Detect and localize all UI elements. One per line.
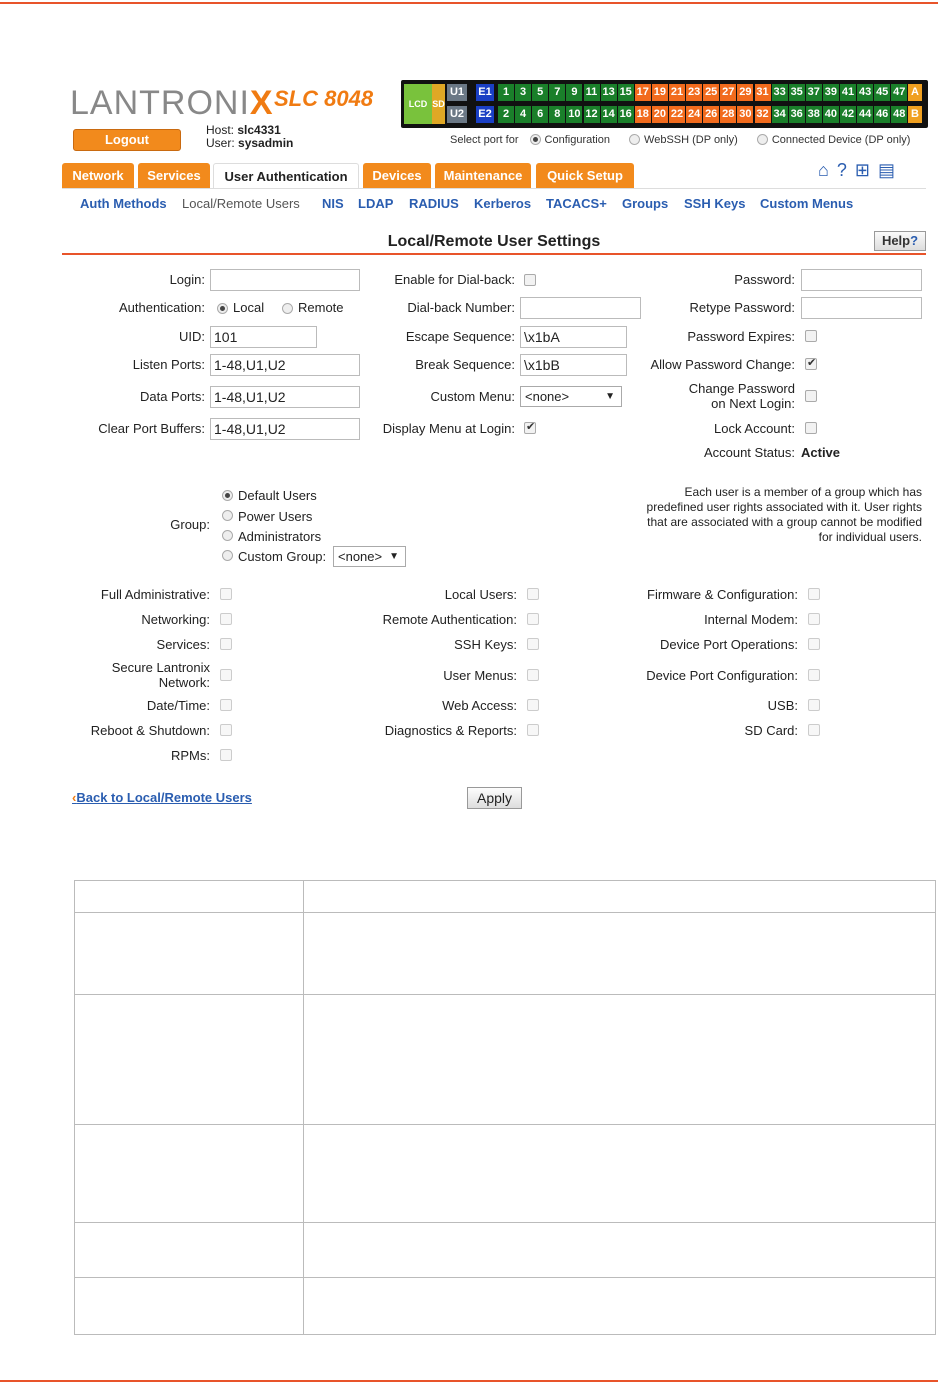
subnav-ldap[interactable]: LDAP (358, 196, 394, 211)
subnav-radius[interactable]: RADIUS (409, 196, 459, 211)
listen-ports-input[interactable]: 1-48,U1,U2 (210, 354, 360, 376)
port-b[interactable]: B (908, 106, 922, 123)
lantronix-logo: LANTRONIX (70, 84, 274, 122)
enable-dialback-label: Enable for Dial-back: (394, 272, 515, 287)
port-e1[interactable]: E1 (476, 84, 494, 101)
port-22[interactable]: 22 (669, 106, 685, 123)
port-29[interactable]: 29 (737, 84, 753, 101)
port-38[interactable]: 38 (806, 106, 822, 123)
auth-local-radio[interactable] (217, 303, 228, 314)
right-ssh-keys-checkbox[interactable] (527, 638, 539, 650)
section-title-bar (62, 229, 926, 255)
group-custom-label: Custom Group: (238, 549, 327, 564)
port-45[interactable]: 45 (874, 84, 890, 101)
right-device-port-config-checkbox[interactable] (808, 669, 820, 681)
port-13[interactable]: 13 (601, 84, 617, 101)
port-46[interactable]: 46 (874, 106, 890, 123)
listen-ports-label: Listen Ports: (132, 357, 205, 372)
port-25[interactable]: 25 (703, 84, 719, 101)
connected-device-radio[interactable] (757, 134, 768, 145)
custom-group-select[interactable]: <none> ▼ (333, 546, 406, 567)
subnav-nis[interactable]: NIS (322, 196, 344, 211)
right-services-label: Services: (156, 637, 210, 652)
port-19[interactable]: 19 (652, 84, 668, 101)
table-row (75, 1125, 936, 1223)
port-31[interactable]: 31 (755, 84, 771, 101)
tab-services[interactable]: Services (138, 163, 210, 188)
change-password-checkbox[interactable] (805, 390, 817, 402)
table-row (75, 881, 936, 913)
right-networking-label: Networking: (141, 612, 210, 627)
group-power-radio[interactable] (222, 510, 233, 521)
table-row (75, 1278, 936, 1335)
account-status-value: Active (801, 445, 841, 460)
right-internal-modem-checkbox[interactable] (808, 613, 820, 625)
right-local-users-checkbox[interactable] (527, 588, 539, 600)
page-title: Local/Remote User Settings (387, 233, 601, 250)
right-services-checkbox[interactable] (220, 638, 232, 650)
lock-account-label: Lock Account: (714, 421, 795, 436)
port-3[interactable]: 3 (515, 84, 531, 101)
webssh-radio[interactable] (629, 134, 640, 145)
enable-dialback-checkbox[interactable] (524, 274, 536, 286)
tab-devices[interactable]: Devices (363, 163, 431, 188)
right-networking-checkbox[interactable] (220, 613, 232, 625)
right-web-access-label: Web Access: (442, 698, 517, 713)
right-remote-auth-label: Remote Authentication: (382, 612, 517, 627)
port-48[interactable]: 48 (891, 106, 907, 123)
port-27[interactable]: 27 (720, 84, 736, 101)
port-8[interactable]: 8 (549, 106, 565, 123)
right-datetime-label: Date/Time: (146, 698, 210, 713)
port-14[interactable]: 14 (601, 106, 617, 123)
subnav-groups[interactable]: Groups (622, 196, 669, 211)
tab-network[interactable]: Network (62, 163, 134, 188)
right-sd-card-label: SD Card: (744, 723, 798, 738)
port-23[interactable]: 23 (686, 84, 702, 101)
port-10[interactable]: 10 (566, 106, 582, 123)
table-row (75, 913, 936, 995)
table-row (75, 995, 936, 1125)
group-default-radio[interactable] (222, 490, 233, 501)
right-reboot-checkbox[interactable] (220, 724, 232, 736)
port-16[interactable]: 16 (618, 106, 634, 123)
port-2[interactable]: 2 (498, 106, 514, 123)
right-device-port-config-label: Device Port Configuration: (646, 668, 798, 683)
right-rpms-checkbox[interactable] (220, 749, 232, 761)
right-firmware-checkbox[interactable] (808, 588, 820, 600)
home-icon[interactable]: ⌂ (818, 160, 829, 180)
group-admin-label: Administrators (238, 529, 322, 544)
subnav-kerberos[interactable]: Kerberos (474, 196, 532, 211)
group-admin-radio[interactable] (222, 530, 233, 541)
login-input[interactable] (210, 269, 360, 291)
clear-port-buffers-label: Clear Port Buffers: (98, 421, 205, 436)
right-remote-auth-checkbox[interactable] (527, 613, 539, 625)
port-30[interactable]: 30 (737, 106, 753, 123)
port-37[interactable]: 37 (806, 84, 822, 101)
data-ports-input[interactable]: 1-48,U1,U2 (210, 386, 360, 408)
port-24[interactable]: 24 (686, 106, 702, 123)
port-12[interactable]: 12 (584, 106, 600, 123)
dialback-number-input[interactable] (520, 297, 641, 319)
password-expires-checkbox[interactable] (805, 330, 817, 342)
group-power-label: Power Users (238, 509, 313, 524)
bottom-rule (0, 1380, 938, 1382)
port-1[interactable]: 1 (498, 84, 514, 101)
description-table (74, 880, 936, 1335)
port-u2[interactable]: U2 (447, 106, 467, 123)
break-sequence-input[interactable]: \x1bB (520, 354, 627, 376)
dialback-number-label: Dial-back Number: (407, 300, 515, 315)
port-35[interactable]: 35 (789, 84, 805, 101)
toolbar-icons (818, 160, 903, 181)
subnav-custom-menus[interactable]: Custom Menus (760, 196, 854, 211)
allow-password-change-label: Allow Password Change: (650, 357, 795, 372)
retype-password-label: Retype Password: (689, 300, 795, 315)
authentication-label: Authentication: (118, 300, 205, 315)
configuration-radio[interactable] (530, 134, 541, 145)
model-name: SLC 8048 (274, 86, 374, 111)
right-usb-label: USB: (767, 698, 798, 713)
port-9[interactable]: 9 (566, 84, 582, 101)
lcd-indicator: LCD (404, 84, 432, 124)
change-password-label: Change Password on Next Login: (688, 381, 795, 411)
right-sd-card-checkbox[interactable] (808, 724, 820, 736)
uid-input[interactable]: 101 (210, 326, 317, 348)
display-menu-checkbox[interactable] (524, 422, 536, 434)
subnav-tacacs[interactable]: TACACS+ (546, 196, 607, 211)
right-rpms-label: RPMs: (171, 748, 210, 763)
lock-account-checkbox[interactable] (805, 422, 817, 434)
right-internal-modem-label: Internal Modem: (704, 612, 798, 627)
password-input[interactable] (801, 269, 922, 291)
port-u1[interactable]: U1 (447, 84, 467, 101)
escape-sequence-label: Escape Sequence: (405, 329, 515, 344)
auth-local-label: Local (233, 300, 265, 315)
auth-remote-radio[interactable] (282, 303, 293, 314)
sitemap-icon[interactable]: ⊞ (854, 160, 870, 180)
group-note: Each user is a member of a group which has predefined user rights associated with it. User rights that are associated with a group cannot be modified for individual users. (646, 485, 922, 544)
log-icon[interactable]: ▤ (877, 160, 895, 180)
port-44[interactable]: 44 (857, 106, 873, 123)
port-47[interactable]: 47 (891, 84, 907, 101)
right-user-menus-checkbox[interactable] (527, 669, 539, 681)
port-4[interactable]: 4 (515, 106, 531, 123)
right-diagnostics-label: Diagnostics & Reports: (384, 723, 517, 738)
help-icon[interactable]: ? (836, 160, 847, 180)
right-firmware-label: Firmware & Configuration: (647, 587, 798, 602)
tab-maintenance[interactable]: Maintenance (435, 163, 531, 188)
logout-button[interactable]: Logout (73, 129, 181, 151)
right-datetime-checkbox[interactable] (220, 699, 232, 711)
break-sequence-label: Break Sequence: (415, 357, 515, 372)
subnav-local-remote-users[interactable]: Local/Remote Users (182, 196, 300, 211)
right-device-port-ops-label: Device Port Operations: (659, 637, 798, 652)
back-to-users-link[interactable]: ‹Back to Local/Remote Users (72, 790, 252, 805)
sd-indicator: SD (432, 84, 445, 124)
right-user-menus-label: User Menus: (443, 668, 517, 683)
custom-menu-label: Custom Menu: (430, 389, 515, 404)
help-button[interactable]: Help? (874, 231, 926, 251)
right-full-admin-checkbox[interactable] (220, 588, 232, 600)
port-6[interactable]: 6 (532, 106, 548, 123)
port-32[interactable]: 32 (755, 106, 771, 123)
port-39[interactable]: 39 (823, 84, 839, 101)
sub-navigation (62, 188, 926, 217)
apply-button[interactable]: Apply (467, 787, 522, 809)
port-43[interactable]: 43 (857, 84, 873, 101)
table-row (75, 1223, 936, 1278)
tab-user-authentication[interactable]: User Authentication (213, 163, 359, 188)
right-device-port-ops-checkbox[interactable] (808, 638, 820, 650)
port-18[interactable]: 18 (635, 106, 651, 123)
port-17[interactable]: 17 (635, 84, 651, 101)
port-28[interactable]: 28 (720, 106, 736, 123)
right-secure-lantronix-label: Secure Lantronix Network: (111, 660, 210, 690)
clear-port-buffers-input[interactable]: 1-48,U1,U2 (210, 418, 360, 440)
login-label: Login: (169, 272, 205, 287)
subnav-auth-methods[interactable]: Auth Methods (80, 196, 167, 211)
port-40[interactable]: 40 (823, 106, 839, 123)
account-status-label: Account Status: (703, 445, 795, 460)
password-label: Password: (734, 272, 795, 287)
right-secure-lantronix-checkbox[interactable] (220, 669, 232, 681)
display-menu-label: Display Menu at Login: (382, 421, 515, 436)
right-web-access-checkbox[interactable] (527, 699, 539, 711)
port-11[interactable]: 11 (584, 84, 600, 101)
right-reboot-label: Reboot & Shutdown: (90, 723, 210, 738)
select-port-for: Select port for Configuration WebSSH (DP only) Connected Device (DP only) (450, 134, 911, 146)
right-usb-checkbox[interactable] (808, 699, 820, 711)
allow-password-change-checkbox[interactable] (805, 358, 817, 370)
top-rule (0, 2, 938, 4)
auth-remote-label: Remote (298, 300, 344, 315)
retype-password-input[interactable] (801, 297, 922, 319)
data-ports-label: Data Ports: (139, 389, 205, 404)
right-full-admin-label: Full Administrative: (100, 587, 210, 602)
port-a[interactable]: A (908, 84, 922, 101)
tab-quick-setup[interactable]: Quick Setup (536, 163, 634, 188)
port-5[interactable]: 5 (532, 84, 548, 101)
port-7[interactable]: 7 (549, 84, 565, 101)
group-default-label: Default Users (238, 488, 317, 503)
right-local-users-label: Local Users: (444, 587, 517, 602)
subnav-ssh-keys[interactable]: SSH Keys (684, 196, 746, 211)
port-26[interactable]: 26 (703, 106, 719, 123)
uid-label: UID: (179, 329, 205, 344)
password-expires-label: Password Expires: (687, 329, 795, 344)
host-info: Host: slc4331 User: sysadmin (206, 123, 294, 150)
group-custom-radio[interactable] (222, 550, 233, 561)
port-41[interactable]: 41 (840, 84, 856, 101)
group-label: Group: (170, 517, 210, 532)
port-21[interactable]: 21 (669, 84, 685, 101)
port-15[interactable]: 15 (618, 84, 634, 101)
port-42[interactable]: 42 (840, 106, 856, 123)
port-33[interactable]: 33 (772, 84, 788, 101)
escape-sequence-input[interactable]: \x1bA (520, 326, 627, 348)
chevron-left-icon: ‹ (72, 790, 77, 805)
port-e2[interactable]: E2 (476, 106, 494, 123)
port-34[interactable]: 34 (772, 106, 788, 123)
right-ssh-keys-label: SSH Keys: (454, 637, 517, 652)
port-20[interactable]: 20 (652, 106, 668, 123)
port-36[interactable]: 36 (789, 106, 805, 123)
right-diagnostics-checkbox[interactable] (527, 724, 539, 736)
custom-menu-select[interactable]: <none> ▼ (520, 386, 622, 407)
